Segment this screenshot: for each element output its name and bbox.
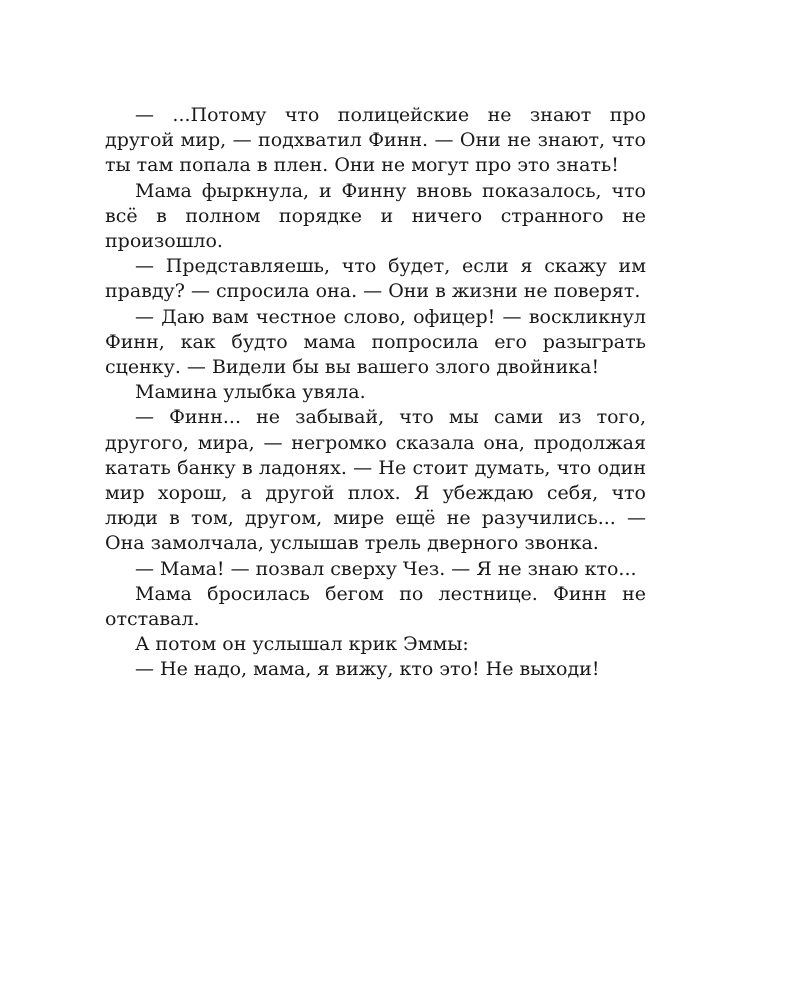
paragraph: Мама фыркнула, и Финну вновь показалось, что всё в полном порядке и ничего странного не произошло. bbox=[105, 179, 646, 253]
book-page bbox=[105, 103, 646, 683]
paragraph: — Не надо, мама, я вижу, кто это! Не выходи! bbox=[135, 658, 600, 681]
paragraph: А потом он услышал крик Эммы: bbox=[135, 633, 469, 656]
paragraph: — Финн... не забывай, что мы сами из того, другого, мира, — негромко сказала она, продолжая катать банку в ладонях. — Не стоит думать, что один мир хорош, а другой плох. Я убеждаю себя, что люди в том, другом, мире ещё не разучились... — Она замолчала, услышав трель дверного звонка. bbox=[105, 406, 646, 555]
paragraph: Мамина улыбка увяла. bbox=[135, 381, 366, 404]
paragraph: — Представляешь, что будет, если я скажу им правду? — спросила она. — Они в жизни не поверят. bbox=[105, 255, 646, 303]
paragraph: — ...Потому что полицейские не знают про другой мир, — подхватил Финн. — Они не знают, что ты там попала в плен. Они не могут про это знать! bbox=[105, 104, 646, 177]
paragraph: — Мама! — позвал сверху Чез. — Я не знаю кто... bbox=[135, 557, 637, 580]
paragraph: Мама бросилась бегом по лестнице. Финн не отставал. bbox=[105, 582, 646, 631]
paragraph: — Даю вам честное слово, офицер! — воскликнул Финн, как будто мама попросила его разыграть сценку. — Видели бы вы вашего злого двойника! bbox=[105, 305, 646, 379]
